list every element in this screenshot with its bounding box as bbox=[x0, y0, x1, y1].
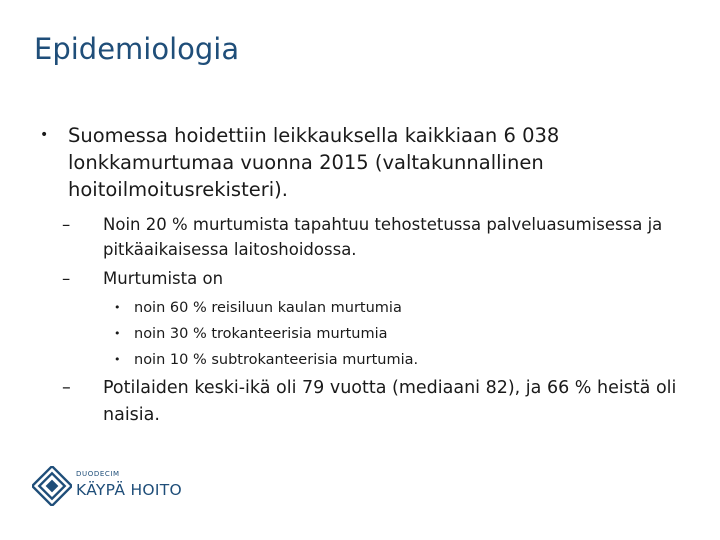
fracture-type-item bbox=[114, 297, 690, 319]
fracture-type-text: noin 60 % reisiluun kaulan murtumia bbox=[134, 300, 402, 316]
kaypa-hoito-logo bbox=[32, 462, 192, 512]
dash-marker: – bbox=[62, 215, 71, 234]
fracture-type-text: noin 30 % trokanteerisia murtumia bbox=[134, 326, 388, 342]
slide-content bbox=[40, 122, 690, 433]
sub-item-text: Murtumista on bbox=[103, 269, 224, 288]
sub-item-patient-age bbox=[62, 375, 690, 429]
sub-item-fracture-types bbox=[62, 266, 690, 291]
fracture-type-item bbox=[114, 349, 690, 371]
sub-item-institutional bbox=[62, 212, 690, 262]
bullet-marker: • bbox=[114, 327, 121, 340]
slide-title: Epidemiologia bbox=[34, 32, 240, 66]
fracture-type-list bbox=[40, 297, 690, 371]
sub-item-text: Noin 20 % murtumista tapahtuu tehostetussa palveluasumisessa ja pitkäaikaisessa laitoshoidossa. bbox=[103, 215, 663, 259]
fracture-type-item bbox=[114, 323, 690, 345]
bullet-item bbox=[40, 122, 690, 203]
diamond-logo-icon bbox=[32, 466, 72, 506]
dash-marker: – bbox=[62, 269, 71, 288]
bullet-marker: • bbox=[40, 127, 49, 143]
bullet-marker: • bbox=[114, 301, 121, 314]
bullet-text: Suomessa hoidettiin leikkauksella kaikkiaan 6 038 lonkkamurtumaa vuonna 2015 (valtakunnallinen hoitoilmoitusrekisteri). bbox=[68, 124, 560, 201]
sub-item-text: Potilaiden keski-ikä oli 79 vuotta (mediaani 82), ja 66 % heistä oli naisia. bbox=[103, 378, 677, 425]
fracture-type-text: noin 10 % subtrokanteerisia murtumia. bbox=[134, 352, 419, 368]
dash-marker: – bbox=[62, 378, 71, 398]
logo-org-text: DUODECIM bbox=[76, 470, 120, 478]
bullet-marker: • bbox=[114, 353, 121, 366]
logo-name-text: KÄYPÄ HOITO bbox=[76, 481, 183, 499]
